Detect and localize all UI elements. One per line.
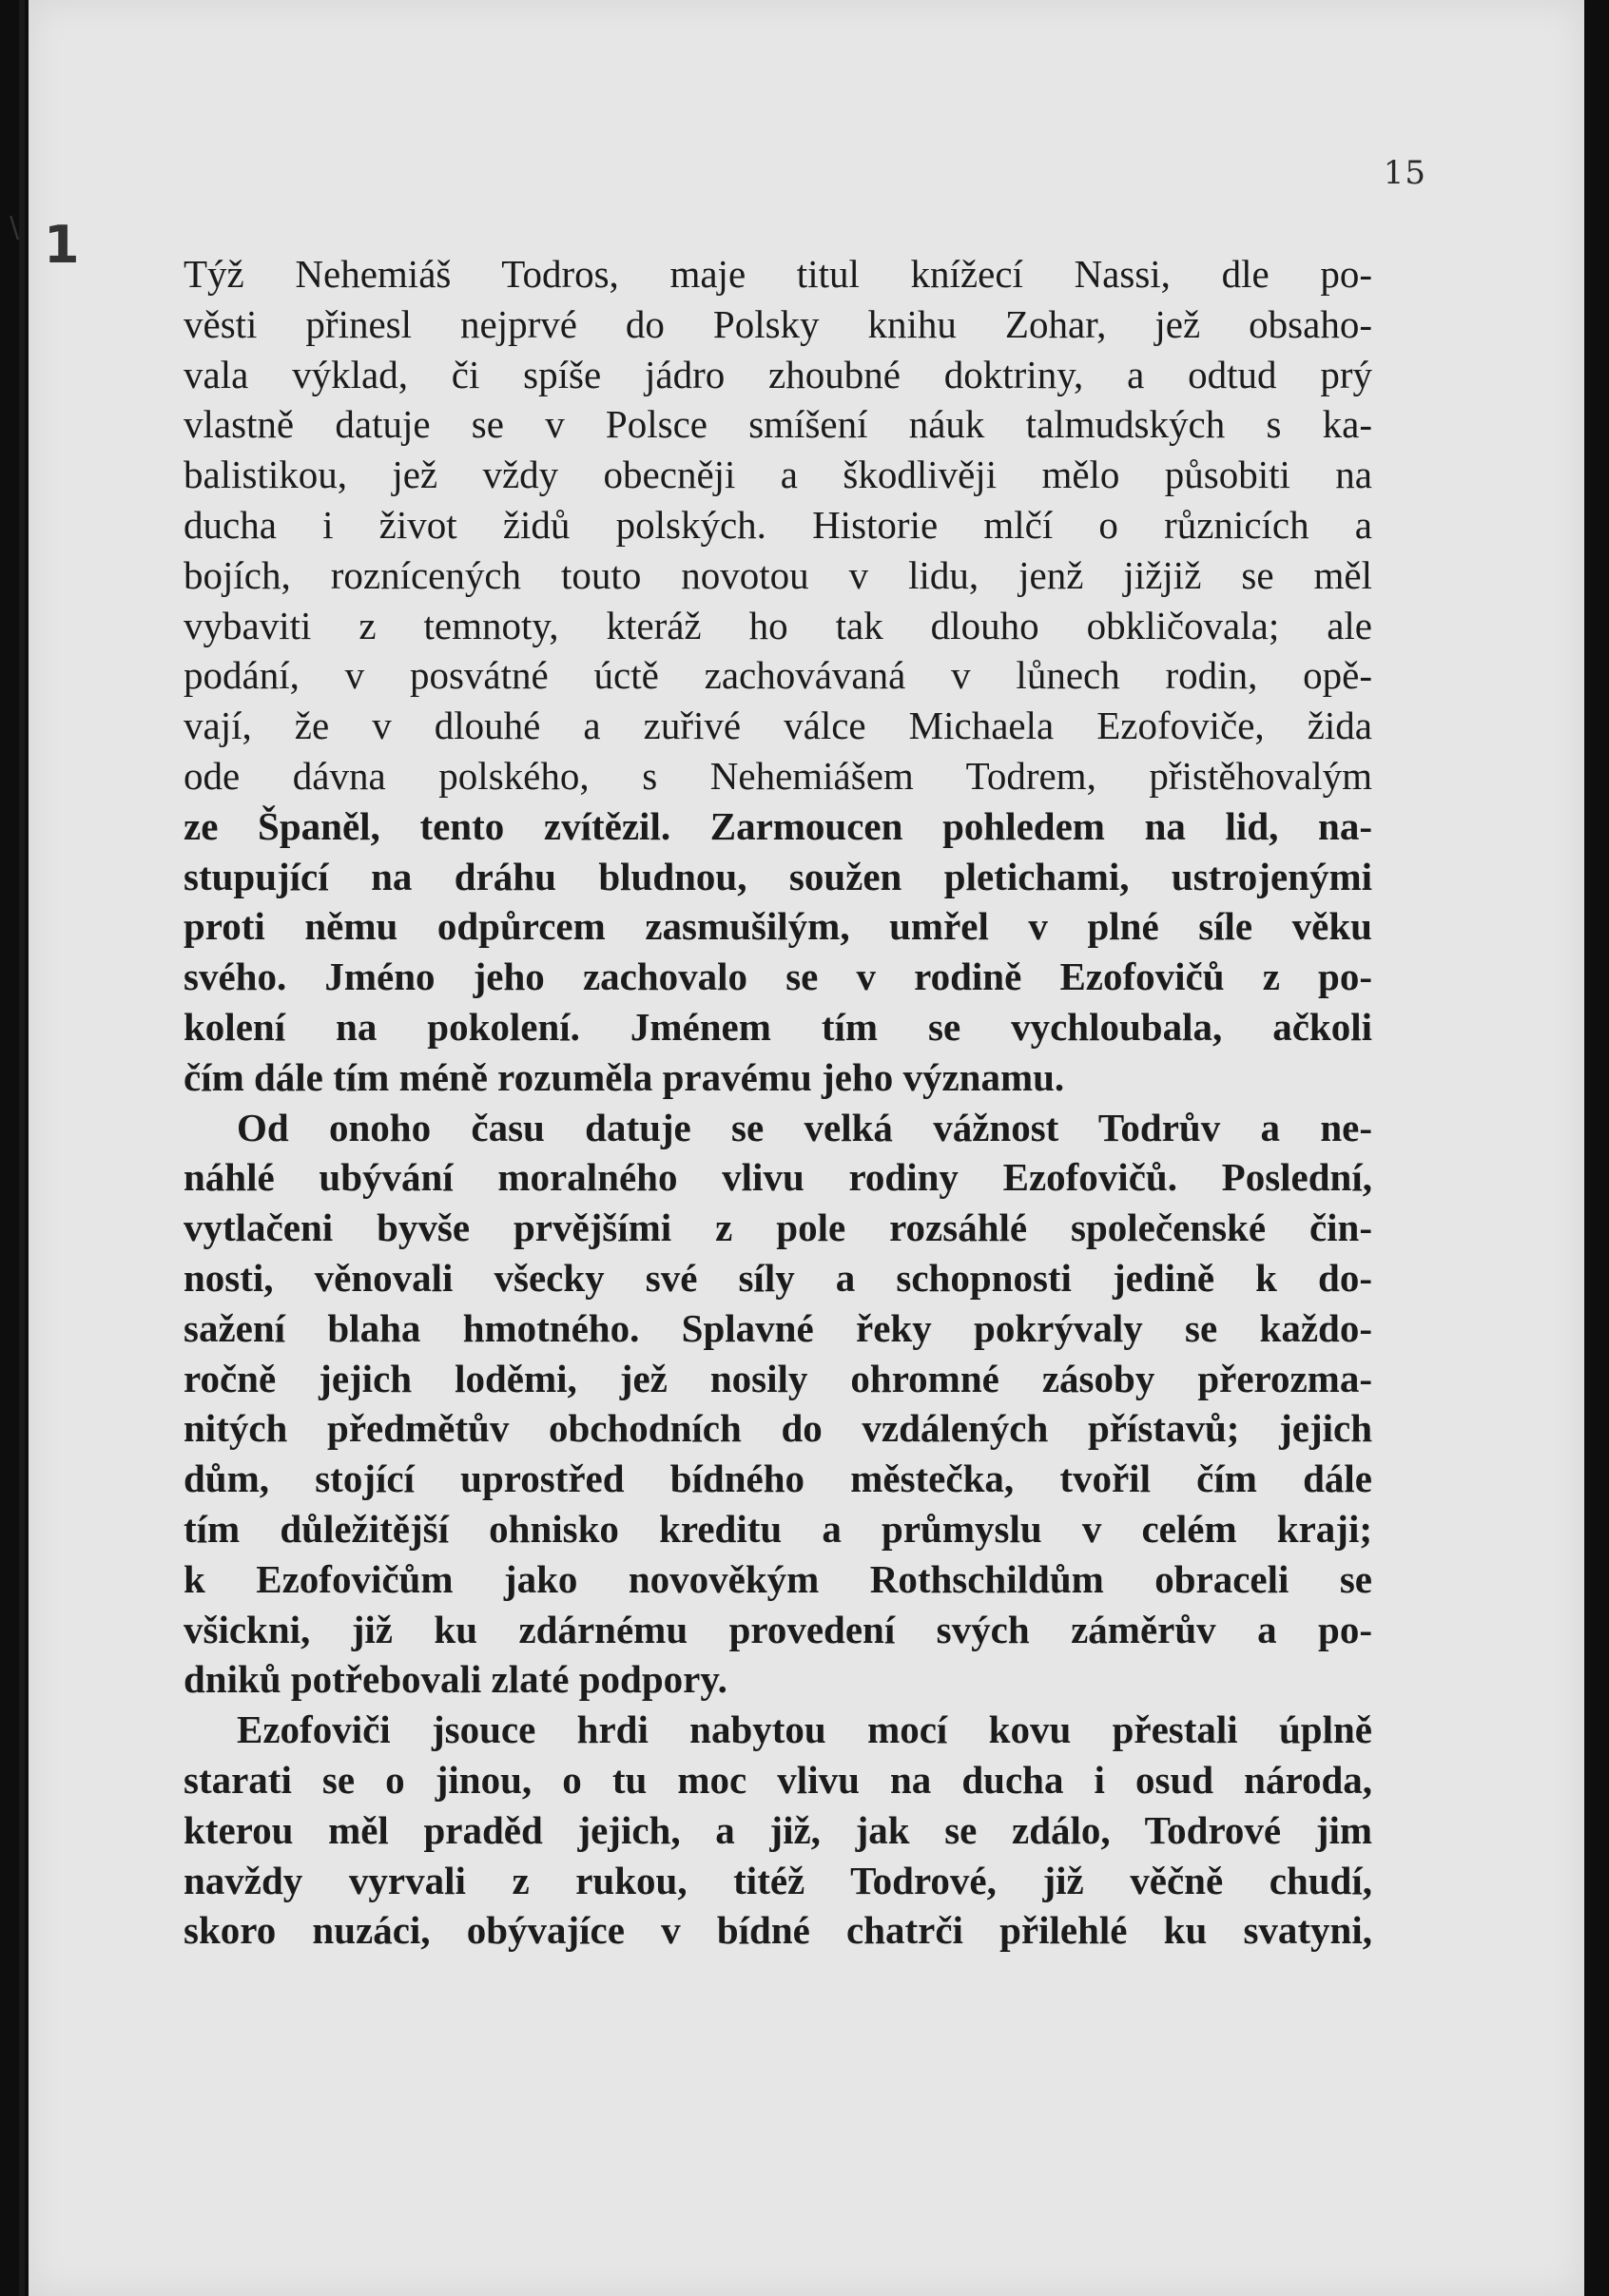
text-line: všickni, již ku zdárnému provedení svých záměrův a po- — [184, 1607, 1372, 1651]
text-line: Týž Nehemiáš Todros, maje titul knížecí Nassi, dle po- — [184, 252, 1372, 296]
text-line: stupující na dráhu bludnou, soužen pletichami, ustrojenými — [184, 854, 1372, 898]
text-line: tím důležitější ohnisko kreditu a průmyslu v celém kraji; — [184, 1506, 1372, 1551]
text-line: svého. Jméno jeho zachovalo se v rodině Ezofovičů z po- — [184, 955, 1372, 999]
text-line: věsti přinesl nejprvé do Polsky knihu Zohar, jež obsaho- — [184, 301, 1372, 346]
text-line: vytlačeni byvše prvějšími z pole rozsáhlé společenské čin- — [184, 1206, 1372, 1250]
text-line: sažení blaha hmotného. Splavné řeky pokrývaly se každo- — [184, 1305, 1372, 1350]
text-line: bojích, roznícených touto novotou v lidu, jenž jižjiž se měl — [184, 552, 1372, 597]
text-line: dům, stojící uprostřed bídného městečka, tvořil čím dále — [184, 1457, 1372, 1501]
paragraph — [184, 1705, 1372, 1956]
text-line: starati se o jinou, o tu moc vlivu na ducha i osud národa, — [184, 1757, 1372, 1802]
text-line: ze Španěl, tento zvítězil. Zarmoucen pohledem na lid, na- — [184, 803, 1372, 848]
text-line: Ezofoviči jsouce hrdi nabytou mocí kovu přestali úplně — [237, 1708, 1372, 1752]
margin-tick-mark: \ — [10, 211, 20, 244]
text-line: vala výklad, či spíše jádro zhoubné doktriny, a odtud prý — [184, 352, 1372, 396]
text-line: kterou měl praděd jejich, a již, jak se zdálo, Todrové jim — [184, 1807, 1372, 1852]
paragraph — [184, 249, 1372, 1103]
text-line: Od onoho času datuje se velká vážnost Todrův a ne- — [237, 1105, 1372, 1149]
body-text — [184, 249, 1372, 1956]
text-line: vybaviti z temnoty, kteráž ho tak dlouho obkličovala; ale — [184, 603, 1372, 647]
text-line: nosti, věnovali všecky své síly a schopnosti jedině k do- — [184, 1255, 1372, 1300]
text-line: vlastně datuje se v Polsce smíšení náuk talmudských s ka- — [184, 402, 1372, 447]
text-line: kolení na pokolení. Jménem tím se vychloubala, ačkoli — [184, 1004, 1372, 1049]
text-line: ode dávna polského, s Nehemiášem Todrem, přistěhovalým — [184, 753, 1372, 798]
text-line: proti němu odpůrcem zasmušilým, umřel v plné síle věku — [184, 904, 1372, 949]
text-line: náhlé ubývání moralného vlivu rodiny Ezofovičů. Poslední, — [184, 1155, 1372, 1200]
margin-bracket-mark: 1 — [44, 215, 80, 275]
text-line: ročně jejich loděmi, jež nosily ohromné zásoby přerozma- — [184, 1356, 1372, 1400]
text-line: čím dále tím méně rozuměla pravému jeho významu. — [184, 1054, 1065, 1099]
text-line: vají, že v dlouhé a zuřivé válce Michaela Ezofoviče, žida — [184, 704, 1372, 748]
page-number: 15 — [1383, 154, 1426, 192]
page-edge-rule — [19, 0, 25, 2296]
text-line: skoro nuzáci, obývajíce v bídné chatrči přilehlé ku svatyni, — [184, 1908, 1372, 1953]
text-line: ducha i život židů polských. Historie mlčí o různicích a — [184, 502, 1372, 547]
text-line: podání, v posvátné úctě zachovávaná v lůnech rodin, opě- — [184, 653, 1372, 698]
text-line: navždy vyrvali z rukou, titéž Todrové, již věčně chudí, — [184, 1858, 1372, 1902]
text-line: nitých předmětův obchodních do vzdálených přístavů; jejich — [184, 1406, 1372, 1451]
text-line: dniků potřebovali zlaté podpory. — [184, 1657, 727, 1702]
text-line: k Ezofovičům jako novověkým Rothschildům obraceli se — [184, 1556, 1372, 1601]
text-line: balistikou, jež vždy obecněji a škodlivěji mělo působiti na — [184, 453, 1372, 497]
paragraph — [184, 1103, 1372, 1706]
